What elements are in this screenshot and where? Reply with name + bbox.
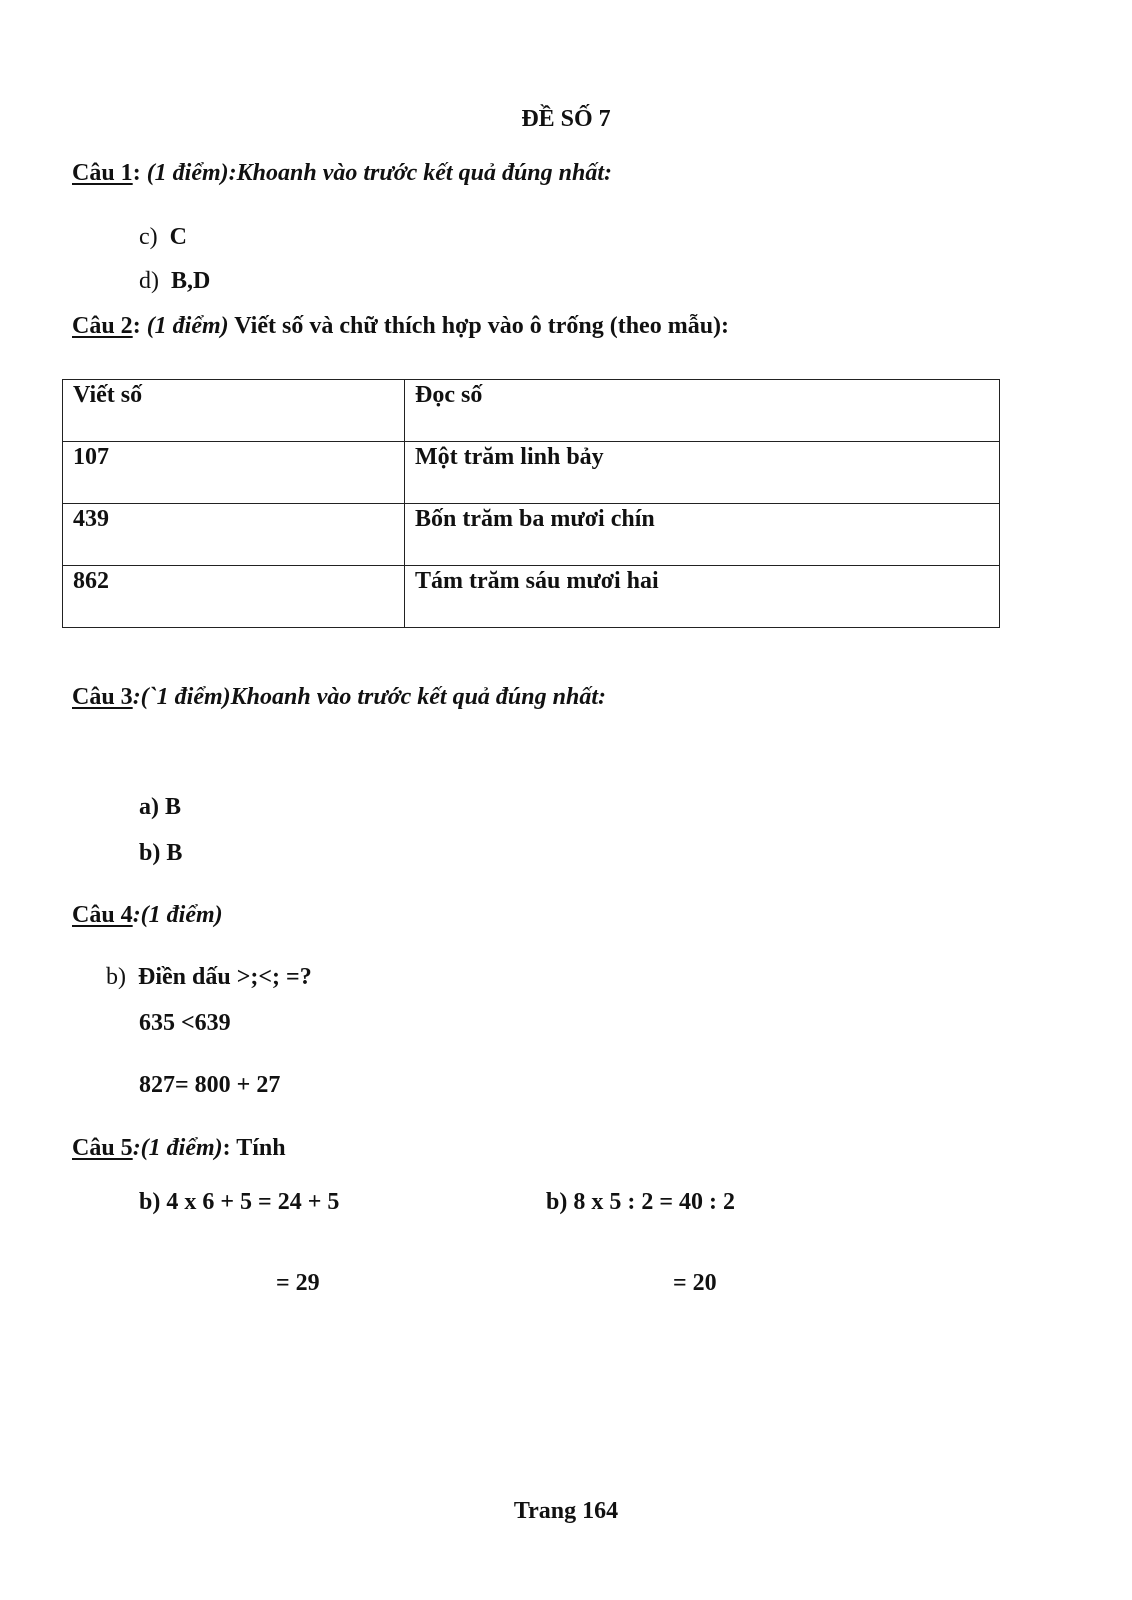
number-table: [62, 379, 1000, 628]
question-4-text: :(1 điểm): [132, 902, 223, 928]
question-1-separator: :: [132, 160, 147, 186]
question-4-label: Câu 4: [72, 902, 133, 928]
instruction-text: Điền dấu >;<; =?: [138, 964, 312, 990]
question-2-points: (1 điểm): [146, 313, 229, 339]
question-3-heading: [72, 684, 606, 711]
question-5-suffix: : Tính: [222, 1135, 286, 1161]
question-3-answer-a: a) B: [139, 794, 181, 820]
question-5-heading: [72, 1135, 286, 1162]
question-4-instruction-line: [106, 964, 312, 991]
comparison-line: 635 <639: [139, 1010, 231, 1036]
calculation-left-line1: b) 4 x 6 + 5 = 24 + 5: [139, 1189, 340, 1215]
table-header-row: [63, 380, 1000, 442]
table-row: [63, 504, 1000, 566]
question-2-text: Viết số và chữ thích hợp vào ô trống (theo mẫu):: [228, 313, 730, 339]
table-cell: 107: [63, 442, 405, 504]
answer-marker: c): [139, 224, 158, 250]
question-1-label: Câu 1: [72, 160, 133, 186]
answer-marker: d): [139, 268, 159, 294]
question-3-text: :(`1 điểm)Khoanh vào trước kết quả đúng nhất:: [132, 684, 606, 710]
comparison-line: 827= 800 + 27: [139, 1072, 281, 1098]
calculation-right-line1: b) 8 x 5 : 2 = 40 : 2: [546, 1189, 735, 1215]
question-1-answer-c: [139, 224, 187, 251]
table-cell: Một trăm linh bảy: [405, 442, 1000, 504]
question-4-heading: [72, 902, 223, 929]
instruction-marker: b): [106, 964, 126, 990]
question-5-text: :(1 điểm): [132, 1135, 223, 1161]
question-1-answer-d: [139, 268, 210, 295]
table-header-cell: Đọc số: [405, 380, 1000, 442]
answer-text: B,D: [171, 268, 211, 294]
calculation-left-line2: = 29: [276, 1270, 320, 1296]
table-row: [63, 566, 1000, 628]
table-row: [63, 442, 1000, 504]
calculation-right-line2: = 20: [673, 1270, 717, 1296]
question-3-label: Câu 3: [72, 684, 133, 710]
question-1-heading: [72, 160, 612, 187]
question-5-label: Câu 5: [72, 1135, 133, 1161]
question-2-separator: :: [132, 313, 147, 339]
table-header-cell: Viết số: [63, 380, 405, 442]
page-number: Trang 164: [513, 1498, 619, 1524]
page-title: ĐỀ SỐ 7: [521, 106, 611, 132]
question-2-label: Câu 2: [72, 313, 133, 339]
question-1-text: (1 điểm):Khoanh vào trước kết quả đúng nhất:: [146, 160, 612, 186]
table-cell: Tám trăm sáu mươi hai: [405, 566, 1000, 628]
question-3-answer-b: b) B: [139, 840, 183, 866]
table-cell: 862: [63, 566, 405, 628]
table-cell: 439: [63, 504, 405, 566]
table-cell: Bốn trăm ba mươi chín: [405, 504, 1000, 566]
answer-text: C: [169, 224, 187, 250]
question-2-heading: [72, 313, 729, 340]
